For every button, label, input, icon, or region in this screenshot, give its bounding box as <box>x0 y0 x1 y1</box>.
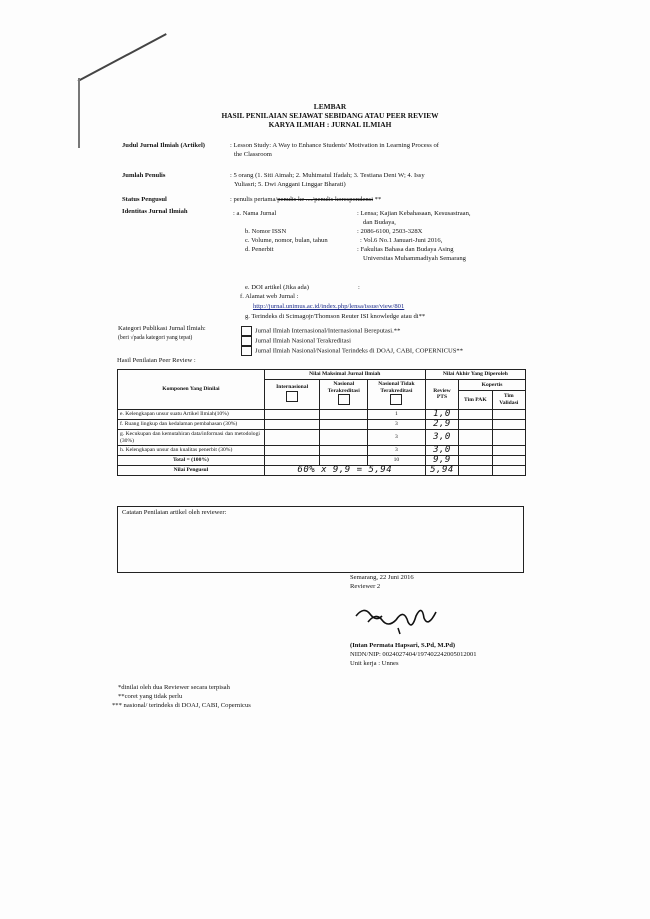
kategori-option-3[interactable]: Jurnal Ilmiah Nasional/Nasional Terindeks di DOAJ, CABI, COPERNICUS** <box>241 346 463 356</box>
nama-jurnal-label: : a. Nama Jurnal <box>233 210 277 217</box>
hasil-label: Hasil Penilaian Peer Review : <box>117 357 196 364</box>
review-table <box>117 369 526 476</box>
sign-role: Reviewer 2 <box>350 583 381 590</box>
footnote: *dinilai oleh dua Reviewer secara terpisah <box>118 684 230 691</box>
komponen-header: Komponen Yang Dinilai <box>118 370 265 410</box>
review-pts-header: Review PTS <box>425 379 458 409</box>
doc-title-line1: LEMBAR <box>313 102 347 111</box>
web-url-link[interactable]: http://jurnal.unimus.ac.id/index.php/lensa/issue/view/801 <box>253 303 405 310</box>
volume-label: c. Volume, nomor, bulan, tahun <box>245 237 328 244</box>
page-fold-line <box>78 78 80 148</box>
doi-label: e. DOI artikel (Jika ada) <box>245 284 309 291</box>
signature-image <box>352 598 442 638</box>
judul-value: : Lesson Study: A Way to Enhance Students' Motivation in Learning Process of <box>230 142 439 149</box>
jumlah-label: Jumlah Penulis <box>122 172 166 179</box>
kategori-hint: (beri √pada kategori yang tepat) <box>118 335 193 341</box>
nama-jurnal-value: : Lensa; Kajian Kebahasaan, Kesusastraan, <box>357 210 471 217</box>
table-row: f. Ruang lingkup dan kedalaman pembahasan (30%) 3 2,9 <box>118 419 526 429</box>
table-row: h. Kelengkapan unsur dan kualitas penerbit (30%) 3 3,0 <box>118 446 526 456</box>
nasional-header: Nasional Terakreditasi <box>320 379 368 409</box>
score-pts: 3,0 <box>425 446 458 456</box>
footnote: *** nasional/ terindeks di DOAJ, CABI, Copernicus <box>112 702 251 709</box>
tim-pak-header: Tim PAK <box>459 391 492 410</box>
tim-validasi-header: Tim Validasi <box>492 391 525 410</box>
identitas-label: Identitas Jurnal Ilmiah <box>122 208 188 215</box>
status-label: Status Pengusul <box>122 196 167 203</box>
issn-value: : 2086-6100, 2503-328X <box>357 228 423 235</box>
score-pts: 2,9 <box>425 419 458 429</box>
web-label: f. Alamat web Jurnal : <box>240 293 299 300</box>
indeks-label: g. Terindeks di Scimagojr/Thomson Reuter ISI knowledge atau di** <box>245 313 426 320</box>
doc-title-line3: KARYA ILMIAH : JURNAL ILMIAH <box>268 120 392 129</box>
status-value: : penulis pertama/penulis ke ..../penulis korespondensi ** <box>230 196 382 203</box>
kategori-label: Kategori Publikasi Jurnal Ilmiah: <box>118 325 206 332</box>
nama-jurnal-value-2: dan Budaya, <box>363 219 396 226</box>
internasional-header: Internasional <box>264 379 320 409</box>
jumlah-value-2: Yuliasri; 5. Dwi Anggani Linggar Bharati) <box>234 181 346 188</box>
penerbit-value: : Fakultas Bahasa dan Budaya Asing <box>357 246 454 253</box>
kategori-option-1[interactable]: Jurnal Ilmiah Internasional/Internasional Bereputasi.** <box>241 326 400 336</box>
score-pts: 3,0 <box>425 429 458 446</box>
checkbox[interactable] <box>241 326 252 336</box>
penerbit-label: d. Penerbit <box>245 246 274 253</box>
checkbox[interactable] <box>338 394 350 405</box>
table-row: e. Kelengkapan unsur suatu Artikel Ilmiah(10%) 1 1,0 <box>118 410 526 420</box>
penerbit-value-2: Universitas Muhammadiyah Semarang <box>363 255 466 262</box>
jumlah-value: : 5 orang (1. Siti Aimah; 2. Muhimatul Ifadah; 3. Testiana Deni W; 4. Issy <box>230 172 425 179</box>
judul-label: Judul Jurnal Ilmiah (Artikel) <box>122 142 205 149</box>
pengusul-pts: 5,94 <box>425 465 458 475</box>
sign-place-date: Semarang, 22 Juni 2016 <box>350 574 414 581</box>
checkbox[interactable] <box>241 346 252 356</box>
checkbox[interactable] <box>241 336 252 346</box>
total-row: Total = (100%) 10 9,9 <box>118 456 526 466</box>
catatan-box <box>117 506 524 573</box>
nilai-maks-header: Nilai Maksimal Jurnal Ilmiah <box>264 370 425 380</box>
pengusul-row: Nilai Pengusul 60% x 9,9 = 5,94 5,94 <box>118 465 526 475</box>
footnote: **coret yang tidak perlu <box>118 693 183 700</box>
reviewer-nidn: NIDN/NIP: 0024027404/197402242005012001 <box>350 651 477 658</box>
doi-value: : <box>358 284 360 291</box>
pengusul-calc: 60% x 9,9 = 5,94 <box>264 465 425 475</box>
page-fold-line <box>78 33 167 82</box>
catatan-label: Catatan Penilaian artikel oleh reviewer: <box>122 509 227 516</box>
volume-value: : Vol.6 No.1 Januari-Juni 2016, <box>360 237 443 244</box>
nasional-tidak-header: Nasional Tidak Terakreditasi <box>368 379 426 409</box>
nilai-akhir-header: Nilai Akhir Yang Diperoleh <box>425 370 525 380</box>
doc-title-line2: HASIL PENILAIAN SEJAWAT SEBIDANG ATAU PEER REVIEW <box>221 111 439 120</box>
score-pts: 1,0 <box>425 410 458 420</box>
issn-label: b. Nomor ISSN <box>245 228 287 235</box>
kategori-option-2[interactable]: Jurnal Ilmiah Nasional Terakreditasi <box>241 336 351 346</box>
reviewer-name: (Intan Permata Hapsari, S.Pd, M.Pd) <box>350 642 456 649</box>
total-pts: 9,9 <box>425 456 458 466</box>
judul-value-2: the Classroom <box>234 151 272 158</box>
kopertis-header: Kopertis <box>459 379 526 390</box>
checkbox[interactable] <box>286 391 298 402</box>
checkbox[interactable] <box>390 394 402 405</box>
table-row: g. Kecukupan dan kemutahiran data/informasi dan metodologi (30%) 3 3,0 <box>118 429 526 446</box>
reviewer-unit: Unit kerja : Unnes <box>350 660 399 667</box>
